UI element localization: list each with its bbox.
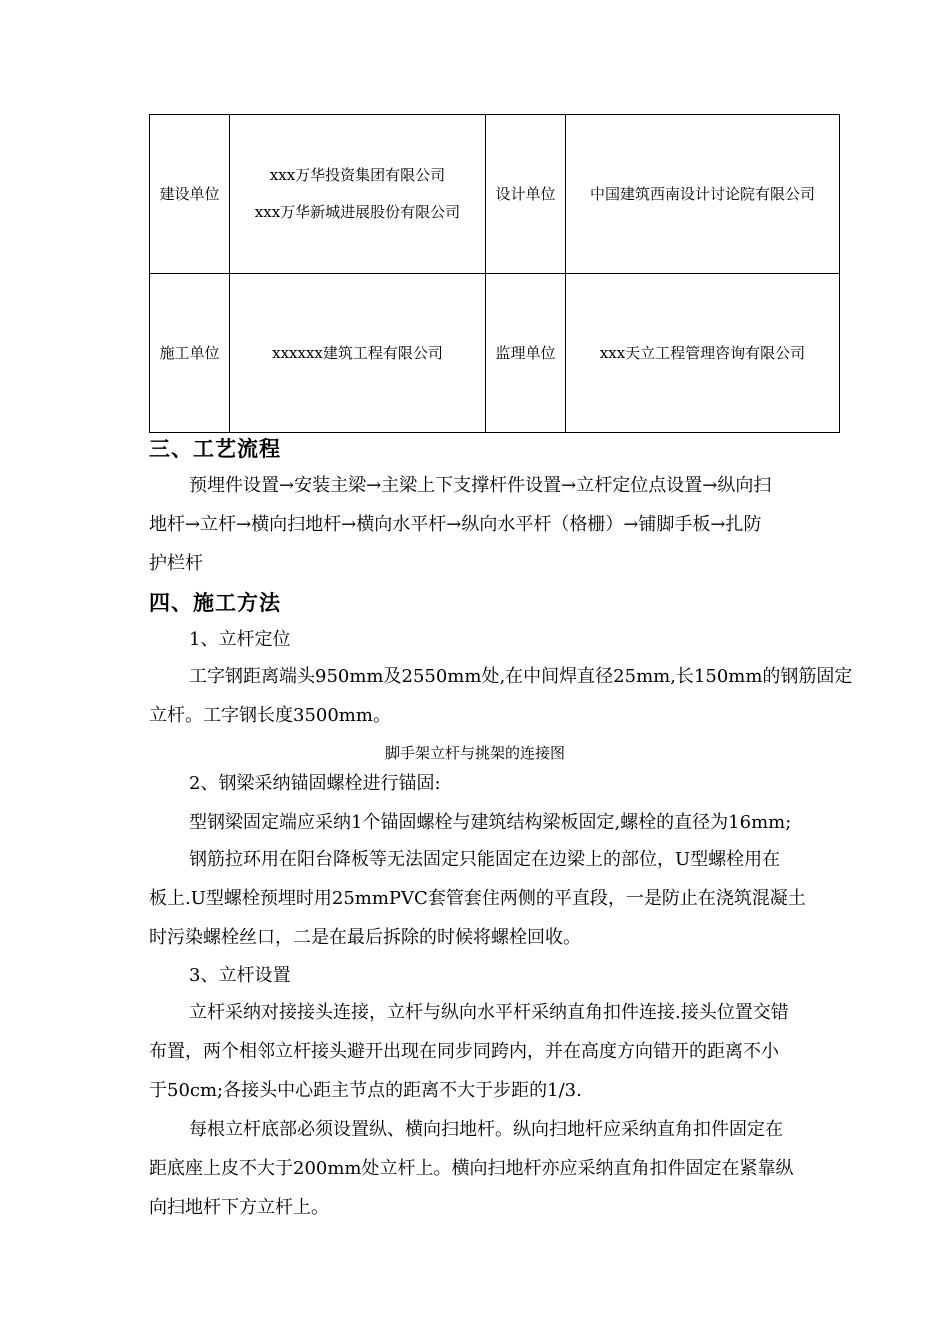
paragraph-line: 护栏杆 (149, 553, 203, 574)
paragraph-line: 钢筋拉环用在阳台降板等无法固定只能固定在边梁上的部位，U型螺栓用在 (189, 849, 781, 870)
supervision-unit-label: 监理单位 (486, 274, 566, 433)
supervision-unit-value: xxx天立工程管理咨询有限公司 (566, 274, 840, 433)
u-bolt-paragraph (149, 840, 839, 957)
paragraph-line: 工字钢距离端头950mm及2550mm处,在中间焊直径25mm,长150mm的钢筋固定 (189, 666, 853, 687)
paragraph-line: 地杆→立杆→横向扫地杆→横向水平杆→纵向水平杆（格栅）→铺脚手板→扎防 (149, 514, 762, 535)
design-unit-value: 中国建筑西南设计讨论院有限公司 (566, 115, 840, 274)
section-heading-process: 三、工艺流程 (149, 437, 281, 461)
paragraph-line: 每根立杆底部必须设置纵、横向扫地杆。纵向扫地杆应采纳直角扣件固定在 (189, 1119, 783, 1140)
pole-positioning-paragraph (149, 657, 853, 735)
paragraph-line: 距底座上皮不大于200mm处立杆上。横向扫地杆亦应采纳直角扣件固定在紧靠纵 (149, 1158, 794, 1179)
table-row (150, 274, 840, 433)
owner-company-2: xxx万华新城进展股份有限公司 (254, 203, 461, 221)
pole-joint-paragraph (149, 993, 839, 1110)
contractor-label: 施工单位 (150, 274, 230, 433)
subheading-pole-setup: 3、立杆设置 (189, 965, 291, 986)
construction-owner-value (230, 115, 486, 274)
project-units-table (149, 114, 840, 433)
paragraph-line: 向扫地杆下方立杆上。 (149, 1197, 329, 1218)
figure-caption: 脚手架立杆与挑架的连接图 (384, 744, 565, 762)
owner-company-1: xxx万华投资集团有限公司 (269, 166, 446, 184)
contractor-value: xxxxxx建筑工程有限公司 (230, 274, 486, 433)
subheading-anchor-bolts: 2、钢梁采纳锚固螺栓进行锚固: (189, 773, 441, 794)
process-flow-paragraph (149, 466, 839, 583)
paragraph-line: 立杆。工字钢长度3500mm。 (149, 705, 391, 726)
paragraph-line: 板上.U型螺栓预埋时用25mmPVC套管套住两侧的平直段，一是防止在浇筑混凝土 (149, 888, 806, 909)
table-row (150, 115, 840, 274)
paragraph-line: 时污染螺栓丝口，二是在最后拆除的时候将螺栓回收。 (149, 927, 581, 948)
subheading-pole-positioning: 1、立杆定位 (189, 629, 291, 650)
paragraph-line: 布置，两个相邻立杆接头避开出现在同步同跨内，并在高度方向错开的距离不小 (149, 1041, 779, 1062)
section-heading-method: 四、施工方法 (149, 591, 281, 615)
paragraph-line: 预埋件设置→安装主梁→主梁上下支撑杆件设置→立杆定位点设置→纵向扫 (189, 475, 772, 496)
paragraph-line: 立杆采纳对接接头连接，立杆与纵向水平杆采纳直角扣件连接.接头位置交错 (189, 1002, 789, 1023)
construction-owner-label: 建设单位 (150, 115, 230, 274)
design-unit-label: 设计单位 (486, 115, 566, 274)
paragraph-line: 于50cm;各接头中心距主节点的距离不大于步距的1/3. (149, 1080, 582, 1101)
paragraph-line: 型钢梁固定端应采纳1个锚固螺栓与建筑结构梁板固定,螺栓的直径为16mm; (189, 812, 792, 833)
anchor-bolt-paragraph (149, 803, 839, 842)
sweep-pole-paragraph (149, 1110, 839, 1227)
